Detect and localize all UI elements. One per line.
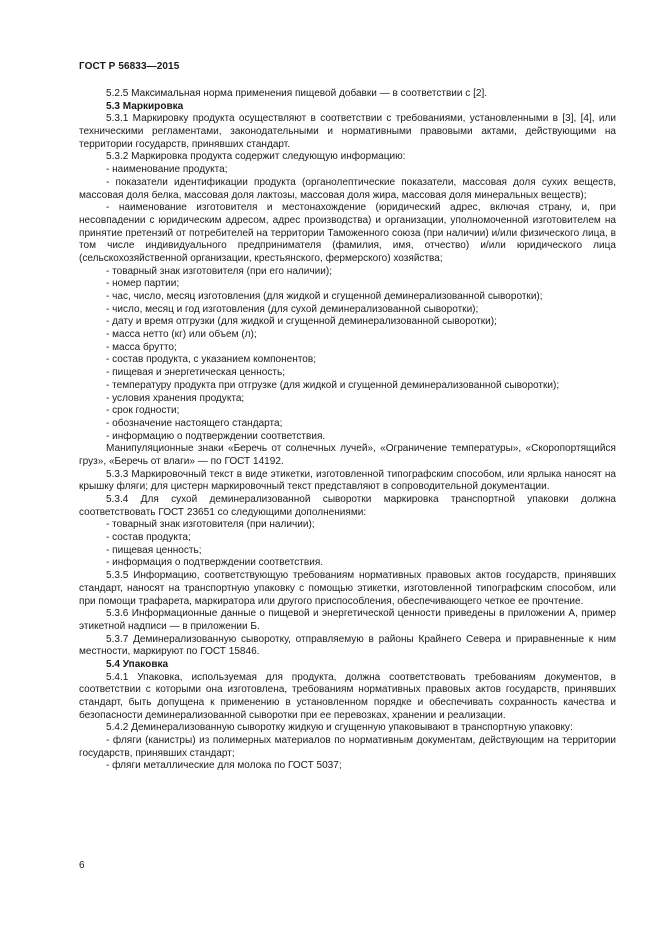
paragraph: 5.4.1 Упаковка, используемая для продукта, должна соответствовать требованиям документов, в соответствии с которыми она изготовлена, требованиям нормативных правовых актов государств, принявших стандарт, быть допущена к применению в установленном порядке и обеспечивать сохранность качества и безопасности деминерализованной сыворотки при ее перевозках, хранении и реализации.: [79, 671, 616, 721]
list-item: - состав продукта;: [106, 532, 191, 544]
paragraph: 5.3.4 Для сухой деминерализованной сыворотки маркировка транспортной упаковки должна соответствовать ГОСТ 23651 со следующими дополнениями:: [79, 494, 616, 518]
list-item: - наименование продукта;: [106, 164, 228, 176]
list-item: - дату и время отгрузки (для жидкой и сгущенной деминерализованной сыворотки);: [106, 316, 497, 328]
paragraph: 5.3.1 Маркировку продукта осуществляют в соответствии с требованиями, установленными в [3], [4], или техническими регламентами, законодательными и нормативными правовыми актами, действующими на территории государств, принявших стандарт.: [79, 113, 616, 150]
paragraph: 5.3.5 Информацию, соответствующую требованиям нормативных правовых актов государств, принявших стандарт, наносят на транспортную упаковку с помощью этикетки, изготовленной типографским способом, или при помощи трафарета, маркиратора или другого приспособления, обеспечивающего четкое ее прочтение.: [79, 570, 616, 607]
document-code-header: ГОСТ Р 56833—2015: [79, 61, 180, 72]
list-item: - товарный знак изготовителя (при его наличии);: [106, 265, 333, 277]
list-item: - обозначение настоящего стандарта;: [106, 417, 283, 429]
list-item: - пищевая и энергетическая ценность;: [106, 367, 285, 379]
section-heading: 5.4 Упаковка: [106, 658, 169, 670]
list-item: - фляги металлические для молока по ГОСТ 5037;: [106, 760, 342, 772]
list-item: - наименование изготовителя и местонахождение (юридический адрес, включая страну, и, при несовпадении с юридическим адресом, адрес производства) и организации, уполномоченной изготовителем на принятие претензий от потребителей на территории Таможенного союза (при наличии) и/или физического лица, в том числе индивидуального предпринимателя (фамилия, имя, отчество) и/или юридического лица (сельскохозяйственной организации, крестьянского, фермерского) хозяйства;: [79, 202, 616, 264]
list-item: - условия хранения продукта;: [106, 392, 245, 404]
document-body: [79, 88, 616, 773]
section-heading: 5.3 Маркировка: [106, 100, 184, 112]
paragraph: 5.3.3 Маркировочный текст в виде этикетки, изготовленной типографским способом, или ярлыка наносят на крышку фляги; для цистерн маркировочный текст представляют в сопроводительной документации.: [79, 468, 616, 493]
list-item: - час, число, месяц изготовления (для жидкой и сгущенной деминерализованной сыворотки);: [106, 291, 543, 302]
list-item: - фляги (канистры) из полимерных материалов по нормативным документам, действующим на территории государств, принявших стандарт;: [79, 735, 616, 759]
page-number: 6: [79, 860, 85, 871]
paragraph: 5.4.2 Деминерализованную сыворотку жидкую и сгущенную упаковывают в транспортную упаковку:: [106, 722, 573, 734]
paragraph: 5.3.2 Маркировка продукта содержит следующую информацию:: [106, 151, 406, 163]
list-item: - пищевая ценность;: [106, 544, 202, 556]
list-item: - масса брутто;: [106, 341, 177, 353]
list-item: - номер партии;: [106, 278, 180, 290]
list-item: - число, месяц и год изготовления (для сухой деминерализованной сыворотки);: [106, 303, 479, 315]
paragraph: 5.3.6 Информационные данные о пищевой и энергетической ценности приведены в приложении А, пример этикетной надписи — в приложении Б.: [79, 608, 616, 632]
list-item: - температуру продукта при отгрузке (для жидкой и сгущенной деминерализованной сыворотки);: [106, 379, 560, 391]
list-item: - информацию о подтверждении соответствия.: [106, 430, 326, 442]
paragraph: Манипуляционные знаки «Беречь от солнечных лучей», «Ограничение температуры», «Скоропортящийся груз», «Беречь от влаги» — по ГОСТ 14192.: [79, 443, 616, 467]
list-item: - состав продукта, с указанием компонентов;: [106, 354, 317, 366]
paragraph: 5.3.7 Деминерализованную сыворотку, отправляемую в районы Крайнего Севера и приравненные к ним местности, маркируют по ГОСТ 15846.: [79, 633, 616, 658]
paragraph: 5.2.5 Максимальная норма применения пищевой добавки — в соответствии с [2].: [106, 88, 488, 99]
list-item: - масса нетто (кг) или объем (л);: [106, 329, 257, 341]
list-item: - показатели идентификации продукта (органолептические показатели, массовая доля сухих веществ, массовая доля белка, массовая доля лактозы, массовая доля жира, массовая доля минеральных веществ);: [79, 176, 616, 201]
list-item: - информация о подтверждении соответствия.: [106, 557, 324, 569]
list-item: - срок годности;: [106, 405, 180, 417]
list-item: - товарный знак изготовителя (при наличии);: [106, 519, 315, 531]
